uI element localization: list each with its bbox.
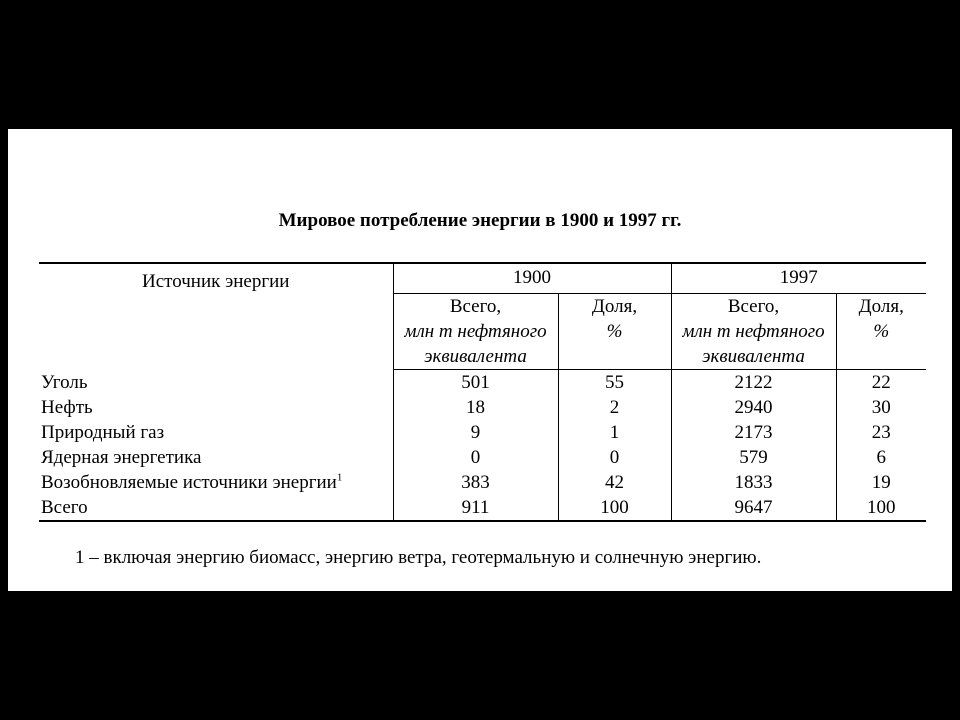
footnote-marker: 1	[336, 471, 343, 484]
cell-total-1900: 18	[393, 395, 558, 420]
header-total-label: Всего,	[449, 296, 502, 317]
cell-total-1997: 2940	[671, 395, 836, 420]
header-total-units: млн т нефтяного	[682, 321, 825, 342]
header-share-1997	[836, 294, 926, 370]
table-row	[39, 420, 926, 445]
table-row-total	[39, 495, 926, 521]
cell-share-1900: 0	[558, 445, 671, 470]
cell-total-1900: 501	[393, 370, 558, 396]
row-name	[39, 470, 393, 495]
table-row	[39, 370, 926, 396]
cell-share-1997: 30	[871, 397, 891, 418]
table-title: Мировое потребление энергии в 1900 и 1997 гг.	[278, 210, 682, 231]
header-year-1900: 1900	[393, 263, 671, 294]
header-source: Источник энергии	[39, 263, 393, 370]
header-year-1997: 1997	[671, 263, 926, 294]
table-row	[39, 470, 926, 495]
header-row-years	[39, 263, 926, 294]
energy-table	[39, 262, 926, 522]
row-name: Природный газ	[39, 420, 393, 445]
header-total-label: Всего,	[727, 296, 780, 317]
header-share-units: %	[873, 321, 890, 342]
row-name: Уголь	[39, 370, 393, 396]
footnote: 1 – включая энергию биомасс, энергию ветра, геотермальную и солнечную энергию.	[75, 547, 762, 568]
cell-total-1900: 9	[393, 420, 558, 445]
row-name-text: Возобновляемые источники энергии	[41, 472, 337, 493]
table-row	[39, 445, 926, 470]
header-share-label: Доля,	[858, 296, 904, 317]
cell-total-1900: 911	[393, 495, 558, 521]
cell-share-1900: 2	[558, 395, 671, 420]
cell-share-1997: 19	[871, 472, 891, 493]
row-name: Ядерная энергетика	[39, 445, 393, 470]
cell-share-1997: 23	[871, 422, 891, 443]
document-sheet	[8, 129, 952, 591]
row-name: Нефть	[39, 395, 393, 420]
cell-total-1900: 383	[393, 470, 558, 495]
table-row	[39, 395, 926, 420]
header-total-units-2: эквивалента	[424, 346, 527, 367]
cell-total-1997: 579	[671, 445, 836, 470]
cell-total-1997: 1833	[671, 470, 836, 495]
cell-share-1900: 1	[558, 420, 671, 445]
cell-total-1900: 0	[393, 445, 558, 470]
cell-share-1900: 42	[558, 470, 671, 495]
header-total-units: млн т нефтяного	[404, 321, 547, 342]
cell-share-1900: 100	[558, 495, 671, 521]
header-total-units-2: эквивалента	[702, 346, 805, 367]
row-name: Всего	[39, 495, 393, 521]
cell-share-1997: 6	[876, 447, 886, 468]
cell-total-1997: 2173	[671, 420, 836, 445]
header-share-1900	[558, 294, 671, 370]
header-share-units: %	[606, 321, 623, 342]
cell-share-1900: 55	[558, 370, 671, 396]
cell-share-1997: 22	[871, 372, 891, 393]
header-total-1997	[671, 294, 836, 370]
header-total-1900	[393, 294, 558, 370]
header-share-label: Доля,	[591, 296, 638, 317]
cell-total-1997: 9647	[671, 495, 836, 521]
cell-share-1997: 100	[836, 495, 926, 521]
cell-total-1997: 2122	[671, 370, 836, 396]
